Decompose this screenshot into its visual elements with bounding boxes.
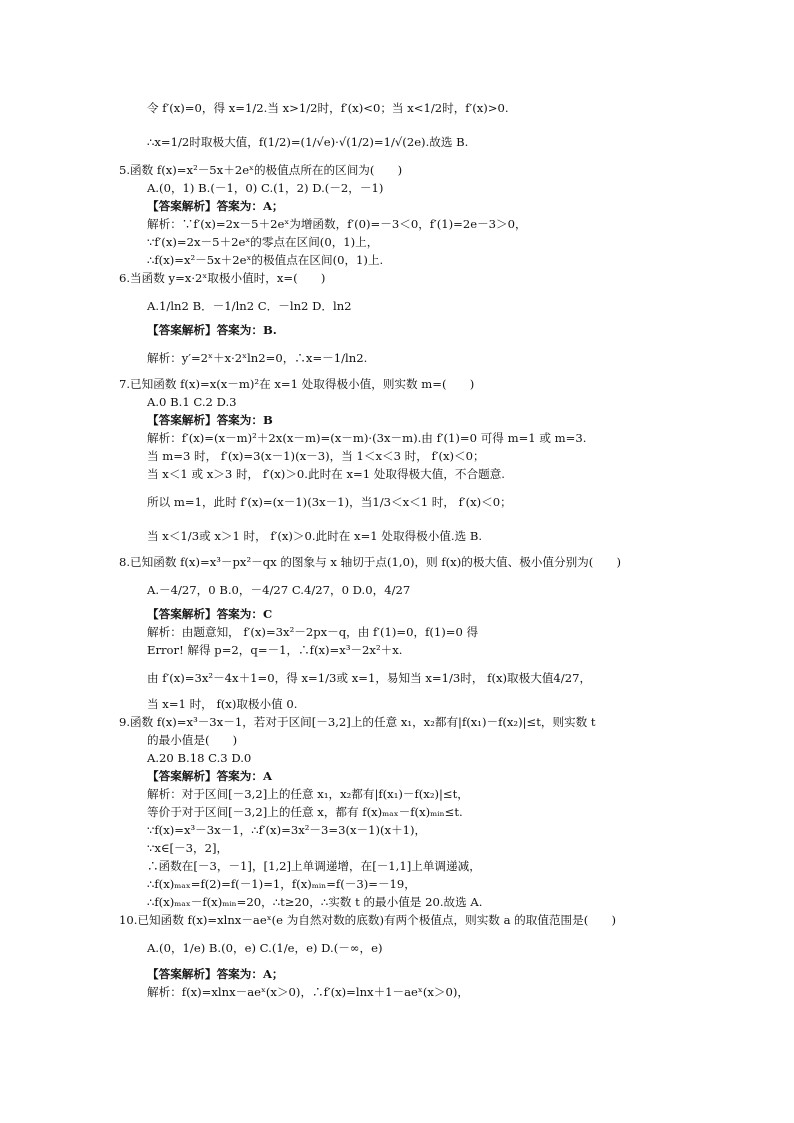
text-line: ∴x=1/2时取极大值，f(1/2)=(1/√e)·√(1/2)=1/√(2e).故选 B.: [147, 135, 469, 149]
text-line: 解析：由题意知， f′(x)=3x²－2px－q，由 f′(1)=0，f(1)=0 得: [147, 625, 479, 639]
text-line: A.1/ln2 B．－1/ln2 C．－ln2 D．ln2: [147, 299, 352, 313]
text-line: Error! 解得 p=2，q=－1，∴f(x)=x³－2x²＋x.: [147, 643, 403, 657]
text-line: 解析：y′=2ˣ＋x·2ˣln2=0，∴x=－1/ln2.: [147, 351, 368, 365]
text-line: ∵f(x)=x³－3x－1，∴f′(x)=3x²－3=3(x－1)(x＋1)，: [147, 823, 427, 837]
answer-label-line: 【答案解析】答案为：A；: [147, 967, 284, 981]
text-line: 9.函数 f(x)=x³－3x－1，若对于区间[－3,2]上的任意 x₁，x₂都有|f(x₁)－f(x₂)|≤t，则实数 t: [119, 715, 596, 729]
text-line: 令 f′(x)=0，得 x=1/2.当 x>1/2时，f′(x)<0；当 x<1/2时，f′(x)>0.: [147, 101, 509, 115]
answer-label-line: 【答案解析】答案为：B: [147, 413, 273, 427]
text-line: A.0 B.1 C.2 D.3: [147, 395, 237, 409]
text-line: 当 x=1 时， f(x)取极小值 0.: [147, 697, 298, 711]
text-line: 10.已知函数 f(x)=xlnx－aeˣ(e 为自然对数的底数)有两个极值点，则实数 a 的取值范围是( ): [119, 913, 616, 927]
text-line: 解析：f′(x)=(x－m)²＋2x(x－m)=(x－m)·(3x－m).由 f′(1)=0 可得 m=1 或 m=3.: [147, 431, 587, 445]
text-line: 的最小值是( ): [147, 733, 238, 747]
text-line: 当 x＜1/3或 x＞1 时， f′(x)＞0.此时在 x=1 处取得极小值.选 B.: [147, 529, 483, 543]
text-line: ∴f(x)ₘₐₓ=f(2)=f(－1)=1，f(x)ₘᵢₙ=f(－3)=－19，: [147, 877, 416, 891]
text-line: 解析：对于区间[－3,2]上的任意 x₁，x₂都有|f(x₁)－f(x₂)|≤t，: [147, 787, 469, 801]
text-line: 所以 m=1，此时 f′(x)=(x－1)(3x－1)，当1/3＜x＜1 时， f′(x)＜0；: [147, 495, 512, 509]
text-line: ∵f′(x)=2x－5＋2eˣ的零点在区间(0，1)上，: [147, 235, 379, 249]
answer-label-line: 【答案解析】答案为：C: [147, 607, 273, 621]
text-line: 由 f′(x)=3x²－4x＋1=0，得 x=1/3或 x=1，易知当 x=1/3时， f(x)取极大值4/27，: [147, 671, 592, 685]
text-line: 7.已知函数 f(x)=x(x－m)²在 x=1 处取得极小值，则实数 m=( ): [119, 377, 475, 391]
text-line: 等价于对于区间[－3,2]上的任意 x，都有 f(x)ₘₐₓ－f(x)ₘᵢₙ≤t.: [147, 805, 463, 819]
answer-label-line: 【答案解析】答案为：B.: [147, 323, 277, 337]
text-line: 6.当函数 y=x·2ˣ取极小值时，x=( ): [119, 271, 326, 285]
text-line: 当 x＜1 或 x＞3 时， f′(x)＞0.此时在 x=1 处取得极大值，不合题意.: [147, 467, 505, 481]
answer-label-line: 【答案解析】答案为：A；: [147, 199, 284, 213]
text-line: 解析：∵f′(x)=2x－5＋2eˣ为增函数，f′(0)=－3＜0，f′(1)=2e－3＞0，: [147, 217, 527, 231]
text-line: ∴f(x)=x²－5x＋2eˣ的极值点在区间(0，1)上.: [147, 253, 384, 267]
text-line: A.(0，1) B.(－1，0) C.(1，2) D.(－2，－1): [147, 181, 384, 195]
text-line: A.－4/27，0 B.0，－4/27 C.4/27，0 D.0，4/27: [147, 583, 411, 597]
text-line: A.20 B.18 C.3 D.0: [147, 751, 252, 765]
text-line: 8.已知函数 f(x)=x³－px²－qx 的图象与 x 轴切于点(1,0)，则 f(x)的极大值、极小值分别为( ): [119, 555, 621, 569]
text-line: ∴函数在[－3，－1]，[1,2]上单调递增，在[－1,1]上单调递减，: [147, 859, 481, 873]
text-line: ∵x∈[－3，2]，: [147, 841, 229, 855]
text-line: A.(0，1/e) B.(0，e) C.(1/e，e) D.(－∞，e): [147, 941, 383, 955]
text-line: ∴f(x)ₘₐₓ－f(x)ₘᵢₙ=20，∴t≥20，∴实数 t 的最小值是 20.故选 A.: [147, 895, 483, 909]
answer-label-line: 【答案解析】答案为：A: [147, 769, 272, 783]
text-line: 5.函数 f(x)=x²－5x＋2eˣ的极值点所在的区间为( ): [119, 163, 403, 177]
text-line: 当 m=3 时， f′(x)=3(x－1)(x－3)，当 1＜x＜3 时， f′(x)＜0；: [147, 449, 485, 463]
text-line: 解析：f(x)=xlnx－aeˣ(x＞0)，∴f′(x)=lnx＋1－aeˣ(x＞0)，: [147, 985, 469, 999]
